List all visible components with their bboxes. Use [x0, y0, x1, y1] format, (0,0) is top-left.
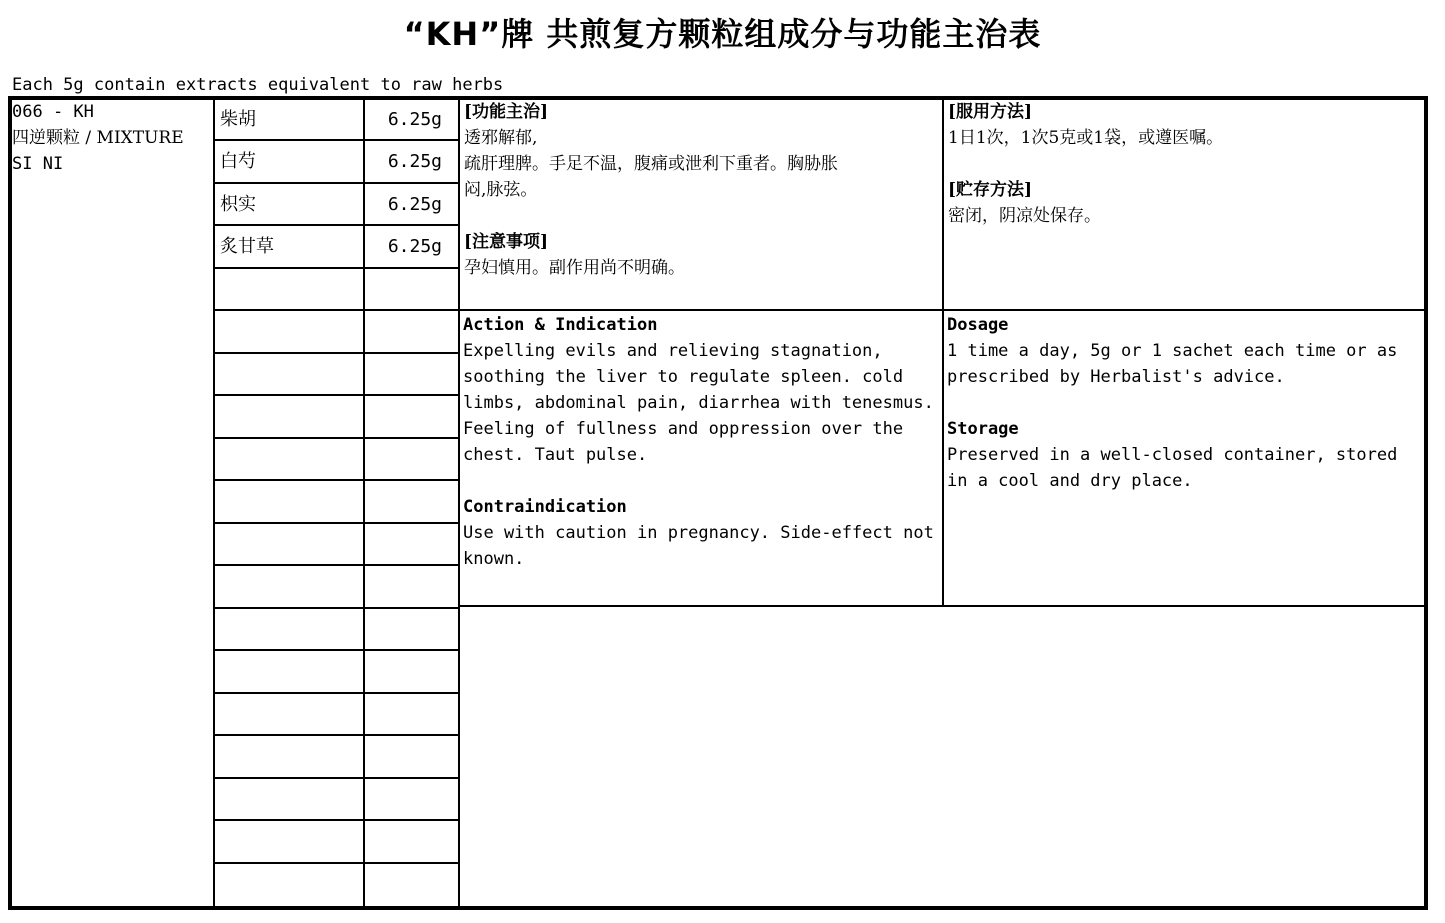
- ingredient-name: 炙甘草: [220, 236, 274, 257]
- ingredient-row-divider: [214, 394, 459, 396]
- ingredient-amount: 6.25g: [387, 194, 442, 215]
- ingredient-row-divider: [214, 224, 459, 226]
- ingredient-name: 枳实: [220, 194, 256, 215]
- ingredient-row-divider: [214, 819, 459, 821]
- product-name-pinyin: SI NI: [12, 154, 64, 174]
- ingredient-name: 柴胡: [220, 109, 256, 130]
- ingredient-row-divider: [214, 862, 459, 864]
- ingredient-amount: 6.25g: [387, 151, 442, 172]
- zh-action-text: 疏肝理脾。手足不温，腹痛或泄利下重者。胸胁胀: [464, 154, 838, 174]
- ingredient-row-divider: [214, 309, 459, 311]
- ingredient-row-divider: [214, 607, 459, 609]
- row-divider: [459, 309, 1426, 311]
- row-divider: [459, 605, 1426, 607]
- en-storage-text: Preserved in a well-closed container, stored in a cool and dry place.: [947, 445, 1398, 491]
- column-divider: [458, 98, 460, 906]
- column-divider: [942, 98, 944, 607]
- zh-caution-heading: [注意事项]: [464, 232, 549, 252]
- ingredient-row-divider: [214, 267, 459, 269]
- subtitle: Each 5g contain extracts equivalent to raw herbs: [12, 75, 504, 95]
- zh-storage-heading: [贮存方法]: [948, 180, 1033, 200]
- ingredient-row-divider: [214, 437, 459, 439]
- en-storage-heading: Storage: [947, 419, 1019, 439]
- ingredient-amount: 6.25g: [387, 109, 442, 130]
- ingredient-row-divider: [214, 777, 459, 779]
- en-dosage-block: [947, 312, 1417, 494]
- product-name: 四逆颗粒 / MIXTURE: [12, 128, 184, 148]
- en-dosage-heading: Dosage: [947, 315, 1009, 335]
- zh-action-text: 闷,脉弦。: [464, 180, 538, 200]
- ingredient-row-divider: [214, 479, 459, 481]
- ingredient-row-divider: [214, 564, 459, 566]
- column-divider: [363, 98, 365, 906]
- en-action-heading: Action & Indication: [463, 315, 658, 335]
- en-action-block: [463, 312, 935, 572]
- en-contra-heading: Contraindication: [463, 497, 627, 517]
- en-contra-text: Use with caution in pregnancy. Side-effect not known.: [463, 523, 934, 569]
- ingredient-amount: 6.25g: [387, 236, 442, 257]
- ingredient-row-divider: [214, 139, 459, 141]
- ingredient-row-divider: [214, 182, 459, 184]
- en-action-text: Expelling evils and relieving stagnation, soothing the liver to regulate spleen. cold limbs, abdominal pain, diarrhea with tenesmus. Feeling of fullness and oppression over the chest. Taut pulse.: [463, 341, 934, 465]
- ingredient-row-divider: [214, 734, 459, 736]
- ingredient-row-divider: [214, 522, 459, 524]
- en-dosage-text: 1 time a day, 5g or 1 sachet each time or as prescribed by Herbalist's advice.: [947, 341, 1398, 387]
- zh-dosage-text: 1日1次，1次5克或1袋，或遵医嘱。: [948, 128, 1224, 148]
- product-code: 066 - KH: [12, 102, 94, 122]
- ingredient-row-divider: [214, 692, 459, 694]
- zh-action-text: 透邪解郁,: [464, 128, 538, 148]
- zh-action-heading: [功能主治]: [464, 102, 549, 122]
- ingredient-name: 白芍: [220, 151, 256, 172]
- ingredient-row-divider: [214, 649, 459, 651]
- zh-caution-text: 孕妇慎用。副作用尚不明确。: [464, 258, 685, 278]
- ingredient-row-divider: [214, 352, 459, 354]
- column-divider: [213, 98, 215, 906]
- zh-storage-text: 密闭，阴凉处保存。: [948, 206, 1101, 226]
- zh-dosage-heading: [服用方法]: [948, 102, 1033, 122]
- page-title: “KH”牌 共煎复方颗粒组成分与功能主治表: [403, 15, 1042, 53]
